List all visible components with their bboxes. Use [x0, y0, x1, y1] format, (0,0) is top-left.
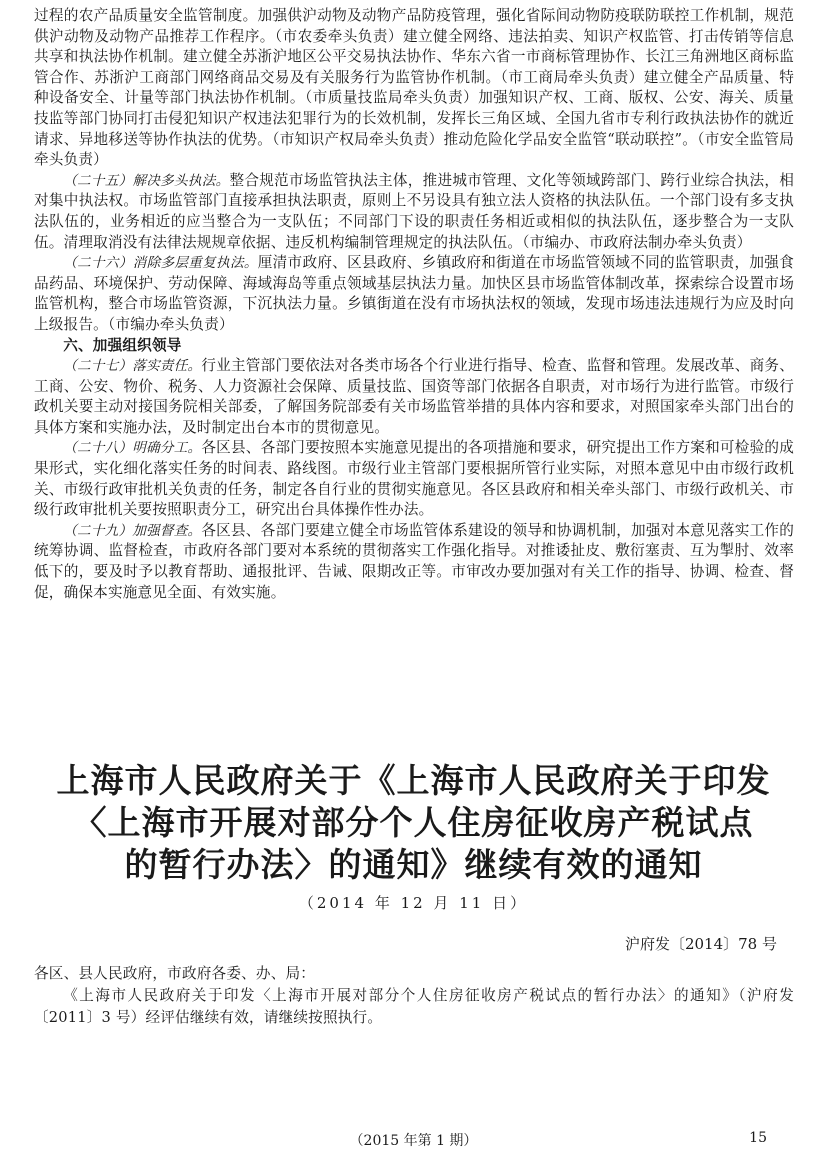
paragraph-26 — [34, 253, 794, 335]
paragraph-25-text: 整合规范市场监管执法主体，推进城市管理、文化等领域跨部门、跨行业综合执法，相对集中执法权。市场监管部门直接承担执法职责，原则上不另设具有独立法人资格的执法队伍。一个部门设有多支执法队伍的，业务相近的应当整合为一支队伍；不同部门下设的职责任务相近或相似的执法队伍，逐步整合为一支队伍。清理取消没有法律法规规章依据、违反机构编制管理规定的执法队伍。（市编办、市政府法制办牵头负责） — [34, 171, 794, 251]
paragraph-28-label: （二十八）明确分工。 — [63, 440, 202, 457]
paragraph-28-text: 各区县、各部门要按照本实施意见提出的各项措施和要求，研究提出工作方案和可检验的成果形式，实化细化落实任务的时间表、路线图。市级行业主管部门要根据所管行业实际，对照本意见中由市级行政机关、市级行政审批机关负责的任务，制定各自行业的贯彻实施意见。各区县政府和相关牵头部门、市级行政机关、市级行政审批机关要按照职责分工，研究出台具体操作性办法。 — [34, 439, 794, 519]
page-number: 15 — [749, 1130, 767, 1146]
paragraph-26-text: 厘清市政府、区县政府、乡镇政府和街道在市场监管领域不同的监管职责，加强食品药品、环境保护、劳动保障、海域海岛等重点领域基层执法力量。加快区县市场监管体制改革，探索综合设置市场监管机构，整合市场监管资源，下沉执法力量。乡镇街道在没有市场执法权的领域，发现市场违法违规行为应及时向上级报告。（市编办牵头负责） — [34, 254, 794, 333]
notice-body — [34, 963, 794, 1029]
body-text — [34, 6, 794, 603]
paragraph-25-label: （二十五）解决多头执法。 — [63, 172, 230, 189]
issue-date: （2014 年 12 月 11 日） — [298, 894, 529, 912]
paragraph-28 — [34, 438, 794, 520]
notice-content: 《上海市人民政府关于印发〈上海市开展对部分个人住房征收房产税试点的暂行办法〉的通知》（沪府发〔2011〕3 号）经评估继续有效，请继续按照执行。 — [34, 987, 794, 1026]
title-line-3: 的暂行办法〉的通知》继续有效的通知 — [124, 845, 703, 884]
section-heading: 六、加强组织领导 — [63, 336, 182, 354]
notice-addressee: 各区、县人民政府，市政府各委、办、局： — [34, 965, 316, 982]
document-number: 沪府发〔2014〕78 号 — [624, 935, 777, 953]
title-line-2: 〈上海市开展对部分个人住房征收房产税试点 — [73, 803, 754, 842]
paragraph-26-label: （二十六）消除多层重复执法。 — [63, 255, 258, 272]
notice-title — [20, 760, 807, 886]
paragraph-27-label: （二十七）落实责任。 — [63, 358, 202, 375]
paragraph-27 — [34, 356, 794, 438]
footer-issue: （2015 年第 1 期） — [349, 1133, 478, 1149]
paragraph-29 — [34, 521, 794, 603]
paragraph-27-text: 行业主管部门要依法对各类市场各个行业进行指导、检查、监督和管理。发展改革、商务、工商、公安、物价、税务、人力资源社会保障、质量技监、国资等部门依据各自职责，对市场行为进行监管。市级行政机关要主动对接国务院相关部委，了解国务院部委有关市场监管举措的具体内容和要求，对照国家牵头部门出台的具体方案和实施办法，及时制定出台本市的贯彻意见。 — [34, 357, 794, 436]
paragraph-29-text: 各区县、各部门要建立健全市场监管体系建设的领导和协调机制，加强对本意见落实工作的统筹协调、监督检查，市政府各部门要对本系统的贯彻落实工作强化指导。对推诿扯皮、敷衍塞责、互为掣肘、效率低下的，要及时予以教育帮助、通报批评、告诫、限期改正等。市审改办要加强对有关工作的指导、协调、检查、督促，确保本实施意见全面、有效实施。 — [34, 521, 794, 601]
title-line-1: 上海市人民政府关于《上海市人民政府关于印发 — [56, 761, 771, 800]
paragraph-25 — [34, 171, 794, 253]
paragraph-intro: 过程的农产品质量安全监管制度。加强供沪动物及动物产品防疫管理，强化省际间动物防疫联防联控工作机制，规范供沪动物及动物产品推荐工作程序。（市农委牵头负责）建立健全网络、违法拍卖、知识产权监管、打击传销等信息共享和执法协作机制。建立健全苏浙沪地区公平交易执法协作、华东六省一市商标管理协作、长江三角洲地区商标监管合作、苏浙沪工商部门网络商品交易及有关服务行为监管协作机制。（市工商局牵头负责）建立健全产品质量、特种设备安全、计量等部门执法协作机制。（市质量技监局牵头负责）加强知识产权、工商、版权、公安、海关、质量技监等部门协同打击侵犯知识产权违法犯罪行为的长效机制，发挥长三角区域、全国九省市专利行政执法协作的就近请求、异地移送等协作执法的优势。（市知识产权局牵头负责）推动危险化学品安全监管“联动联控”。（市安全监管局牵头负责） — [34, 7, 794, 169]
paragraph-29-label: （二十九）加强督查。 — [63, 522, 202, 539]
